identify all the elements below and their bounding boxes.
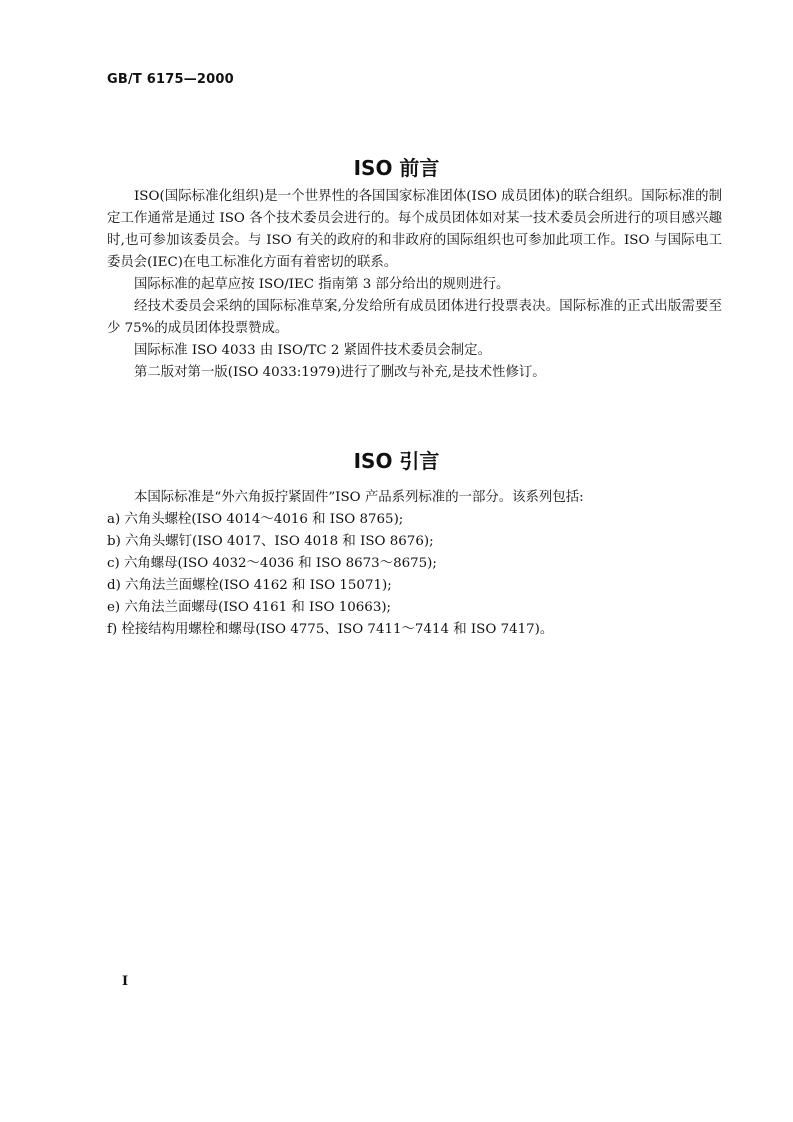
- foreword-paragraph: 国际标准 ISO 4033 由 ISO/TC 2 紧固件技术委员会制定。: [134, 343, 491, 358]
- series-list-item: c) 六角螺母(ISO 4032～4036 和 ISO 8673～8675);: [107, 556, 437, 571]
- foreword-paragraph: ISO(国际标准化组织)是一个世界性的各国国家标准团体(ISO 成员团体)的联合组织。国际标准的制定工作通常是通过 ISO 各个技术委员会进行的。每个成员团体如对某一技术委员会所进行的项目感兴趣时,也可参加该委员会。与 ISO 有关的政府的和非政府的国际组织也可参加此项工作。ISO 与国际电工委员会(IEC)在电工标准化方面有着密切的联系。: [107, 189, 722, 270]
- introduction-body: [107, 487, 722, 641]
- series-list-item: d) 六角法兰面螺栓(ISO 4162 和 ISO 15071);: [107, 578, 392, 593]
- foreword-title: ISO 前言: [353, 156, 440, 180]
- series-list-item: e) 六角法兰面螺母(ISO 4161 和 ISO 10663);: [107, 600, 392, 615]
- series-list-item: a) 六角头螺栓(ISO 4014～4016 和 ISO 8765);: [107, 512, 404, 527]
- introduction-lead: 本国际标准是“外六角扳拧紧固件”ISO 产品系列标准的一部分。该系列包括:: [134, 490, 584, 505]
- standard-number: GB/T 6175—2000: [107, 72, 234, 87]
- series-list-item: b) 六角头螺钉(ISO 4017、ISO 4018 和 ISO 8676);: [107, 534, 434, 549]
- foreword-body: [107, 186, 722, 384]
- introduction-title: ISO 引言: [353, 449, 440, 473]
- page-number: I: [122, 974, 129, 989]
- foreword-paragraph: 国际标准的起草应按 ISO/IEC 指南第 3 部分给出的规则进行。: [134, 277, 510, 292]
- foreword-paragraph: 第二版对第一版(ISO 4033:1979)进行了删改与补充,是技术性修订。: [134, 365, 546, 380]
- foreword-paragraph: 经技术委员会采纳的国际标准草案,分发给所有成员团体进行投票表决。国际标准的正式出版需要至少 75%的成员团体投票赞成。: [107, 299, 722, 336]
- series-list-item: f) 栓接结构用螺栓和螺母(ISO 4775、ISO 7411～7414 和 ISO 7417)。: [107, 622, 554, 637]
